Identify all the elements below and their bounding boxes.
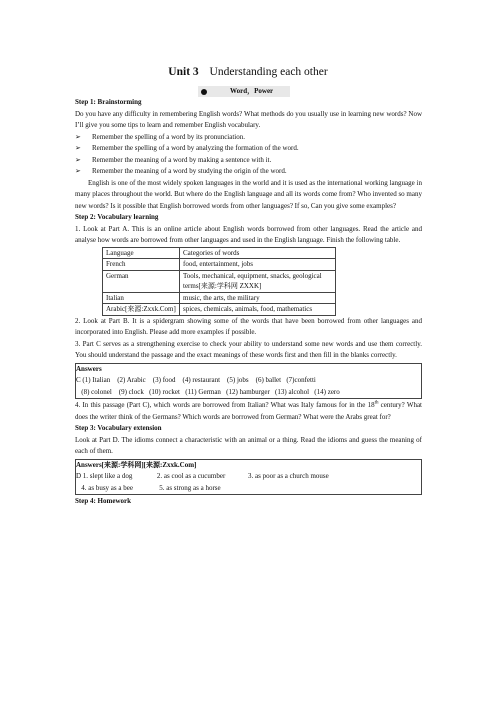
table-cell: French: [103, 259, 180, 271]
table-cell: Arabic[来源:Zxxk.Com]: [103, 304, 180, 316]
vocabulary-table: [102, 247, 336, 316]
table-header-cell: Language: [103, 247, 180, 259]
bullet-dot-icon: [201, 89, 207, 95]
step1-heading: Step 1: Brainstorming: [75, 98, 142, 106]
table-header-row: [103, 247, 336, 259]
step4-heading: Step 4: Homework: [75, 497, 131, 505]
step3-text: Look at Part D. The idioms connect a characteristic with an animal or a thing. Read the idioms and guess the meaning of each of them.: [75, 435, 422, 455]
step2-item3: 3. Part C serves as a strengthening exercise to check your ability to understand some new words and use them correctly. You should understand the passage and the exact meanings of these words first and then fill in the blanks correctly.: [75, 339, 422, 359]
answers-line: C (1) Italian (2) Arabic (3) food (4) restaurant (5) jobs (6) ballet (7)confetti: [76, 376, 316, 384]
step2-item4: 4. In this passage (Part C), which words are borrowed from Italian? What was Italy famous for in the 18th century? What does the writer think of the Germans? Which words are borrowed from German? What were the Arabs great for?: [75, 400, 422, 421]
tip-item: ➢ Remember the spelling of a word by its pronunciation.: [75, 132, 422, 144]
arrow-bullet-icon: ➢: [75, 167, 81, 175]
arrow-bullet-icon: ➢: [75, 144, 81, 152]
step2-item2: 2. Look at Part B. It is a spidergram showing some of the words that have been borrowed from other languages and incorporated into English. Please add more examples if possible.: [75, 316, 422, 336]
unit-label: Unit 3: [168, 66, 199, 78]
table-cell: Italian: [103, 292, 180, 304]
answers-label: Answers: [76, 364, 102, 373]
step2-heading: Step 2: Vocabulary learning: [75, 213, 159, 221]
answers-label: Answers[来源:学科网][来源:Zxxk.Com]: [76, 460, 197, 469]
table-cell: Tools, mechanical, equipment, snacks, geological terms[来源:学科网 ZXXK]: [180, 270, 336, 292]
table-row: [103, 259, 336, 271]
answers-line: D 1. slept like a dog 2. as cool as a cucumber 3. as poor as a church mouse: [76, 472, 329, 480]
step1-paragraph: English is one of the most widely spoken languages in the world and it is used as the international working language in many places throughout the world. But where do the English language and all its words come from? Who invented so many new words? Is it possible that English borrowed words from other languages? If so, Can you give some examples?: [75, 178, 422, 210]
table-row: [103, 270, 336, 292]
answers-box-c: [75, 363, 422, 400]
subtitle: Word，Power: [230, 87, 274, 95]
step3-heading: Step 3: Vocabulary extension: [75, 424, 162, 432]
step1-intro: Do you have any difficulty in remembering English words? What methods do you usually use in learning new words? Now I’ll give you some tips to learn and remember English vocabulary.: [75, 109, 422, 129]
tip-item: ➢ Remember the meaning of a word by studying the origin of the word.: [75, 166, 422, 178]
table-header-cell: Categories of words: [180, 247, 336, 259]
subtitle-bar: [198, 86, 290, 97]
table-row: [103, 292, 336, 304]
table-cell: German: [103, 270, 180, 292]
table-row: [103, 304, 336, 316]
answers-line: 4. as busy as a bee 5. as strong as a horse: [76, 483, 221, 492]
table-cell: food, entertainment, jobs: [180, 259, 336, 271]
answers-line: (8) colonel (9) clock (10) rocket (11) German (12) hamburger (13) alcohol (14) zero: [76, 387, 340, 396]
answers-box-d: [75, 459, 422, 496]
page-title: [0, 66, 496, 78]
arrow-bullet-icon: ➢: [75, 132, 81, 141]
unit-title: Understanding each other: [209, 66, 328, 78]
content: [75, 97, 422, 508]
tip-item: ➢ Remember the spelling of a word by analyzing the formation of the word.: [75, 143, 422, 155]
step2-item1: 1. Look at Part A. This is an online article about English words borrowed from other languages. Read the article and analyse how words are borrowed from other languages and used in the English language. Finish the following table.: [75, 224, 422, 244]
arrow-bullet-icon: ➢: [75, 155, 81, 164]
table-cell: music, the arts, the military: [180, 292, 336, 304]
table-cell: spices, chemicals, animals, food, mathematics: [180, 304, 336, 316]
tip-item: ➢ Remember the meaning of a word by making a sentence with it.: [75, 155, 422, 167]
